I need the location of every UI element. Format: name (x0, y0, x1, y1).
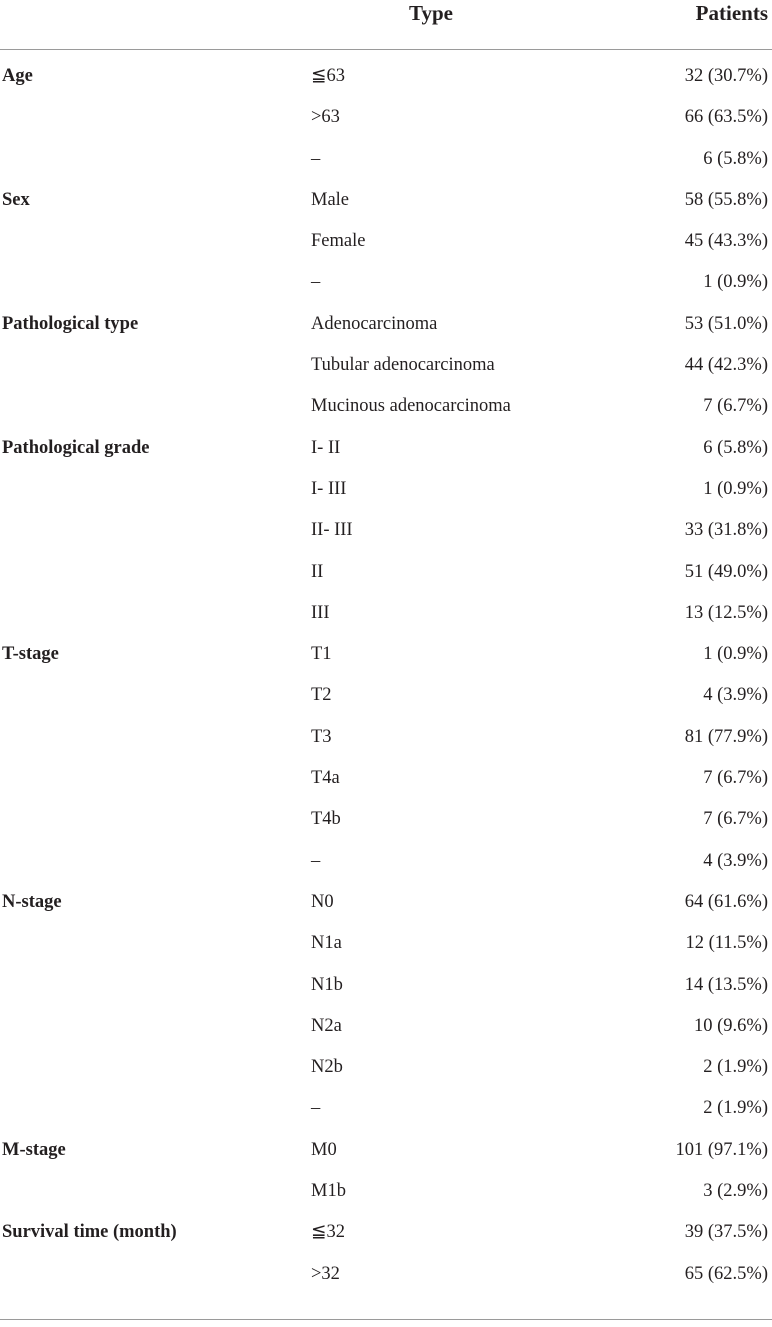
row-type: Male (311, 189, 350, 210)
row-type: M0 (311, 1139, 337, 1160)
row-patients: 51 (49.0%) (684, 561, 768, 582)
table-row (0, 644, 772, 689)
row-type: Adenocarcinoma (311, 313, 438, 334)
table-row (0, 520, 772, 565)
row-type: T4a (311, 768, 340, 789)
row-patients: 4 (3.9%) (703, 850, 768, 871)
table-row (0, 1098, 772, 1143)
table-row (0, 933, 772, 978)
row-patients: 44 (42.3%) (684, 355, 768, 376)
table-header (0, 0, 772, 48)
header-divider (0, 49, 772, 50)
row-patients: 12 (11.5%) (685, 933, 768, 954)
table-row (0, 768, 772, 813)
row-type: T3 (311, 726, 332, 747)
row-patients: 64 (61.6%) (684, 891, 768, 912)
row-type: II (311, 561, 324, 582)
row-category: Pathological grade (2, 437, 150, 458)
table-row (0, 66, 772, 111)
column-header-patients: Patients (695, 1, 768, 25)
table-row (0, 602, 772, 648)
table-row (0, 809, 772, 854)
row-type: M1b (311, 1181, 346, 1202)
row-patients: 7 (6.7%) (703, 809, 768, 830)
row-type: N2a (311, 1015, 342, 1036)
row-patients: 33 (31.8%) (684, 520, 768, 541)
row-type: – (311, 148, 321, 169)
row-patients: 2 (1.9%) (703, 1098, 768, 1119)
row-type: Mucinous adenocarcinoma (311, 396, 511, 417)
row-category: T-stage (2, 644, 59, 665)
table-row (0, 107, 772, 152)
row-type: N1a (311, 933, 342, 954)
table-row (0, 1139, 772, 1185)
row-patients: 45 (43.3%) (684, 231, 768, 252)
row-patients: 81 (77.9%) (684, 726, 768, 747)
row-type: N1b (311, 974, 343, 995)
row-patients: 58 (55.8%) (684, 189, 768, 210)
table-row (0, 561, 772, 607)
table-row (0, 974, 772, 1020)
row-patients: 39 (37.5%) (684, 1222, 768, 1243)
row-category: Survival time (month) (2, 1222, 177, 1243)
table-row (0, 726, 772, 772)
row-patients: 13 (12.5%) (684, 602, 768, 623)
row-patients: 7 (6.7%) (703, 396, 768, 417)
table-row (0, 850, 772, 896)
row-patients: 1 (0.9%) (703, 272, 768, 293)
row-patients: 1 (0.9%) (703, 644, 768, 665)
table-row (0, 1222, 772, 1267)
table-row (0, 1057, 772, 1102)
row-patients: 66 (63.5%) (684, 107, 768, 128)
row-patients: 7 (6.7%) (703, 768, 768, 789)
row-patients: 1 (0.9%) (703, 478, 768, 499)
row-patients: 14 (13.5%) (684, 974, 768, 995)
column-header-type: Type (409, 1, 453, 25)
table-row (0, 1263, 772, 1309)
row-type: >32 (311, 1263, 340, 1284)
row-type: – (311, 1098, 321, 1119)
row-type: – (311, 272, 321, 293)
row-category: Pathological type (2, 313, 139, 334)
row-type: II- III (311, 520, 353, 541)
row-category: Age (2, 66, 33, 86)
row-patients: 10 (9.6%) (694, 1015, 768, 1036)
table-row (0, 685, 772, 730)
row-type: Female (311, 231, 366, 252)
row-patients: 2 (1.9%) (703, 1057, 768, 1078)
table-bottom-rule (0, 1319, 772, 1320)
row-type: T2 (311, 685, 332, 706)
row-category: N-stage (2, 891, 62, 912)
table-body (0, 66, 772, 1309)
row-patients: 101 (97.1%) (675, 1139, 768, 1160)
row-type: – (311, 850, 321, 871)
row-patients: 32 (30.7%) (684, 66, 768, 86)
table-row (0, 189, 772, 235)
row-type: T4b (311, 809, 341, 830)
row-patients: 6 (5.8%) (703, 437, 768, 458)
table-row (0, 891, 772, 937)
row-type: I- III (311, 478, 347, 499)
row-type: III (311, 602, 330, 623)
row-type: I- II (311, 437, 341, 458)
row-type: N2b (311, 1057, 343, 1078)
table-row (0, 437, 772, 483)
row-type: ≦32 (311, 1222, 346, 1243)
table-row (0, 231, 772, 276)
row-category: M-stage (2, 1139, 66, 1160)
row-patients: 4 (3.9%) (703, 685, 768, 706)
row-type: ≦63 (311, 66, 346, 86)
row-patients: 65 (62.5%) (684, 1263, 768, 1284)
row-patients: 3 (2.9%) (703, 1181, 768, 1202)
row-type: Tubular adenocarcinoma (311, 355, 495, 376)
table-row (0, 148, 772, 194)
row-patients: 53 (51.0%) (684, 313, 768, 334)
row-type: >63 (311, 107, 340, 128)
row-patients: 6 (5.8%) (703, 148, 768, 169)
table-row (0, 478, 772, 524)
row-type: T1 (311, 644, 332, 665)
table-row (0, 1015, 772, 1061)
row-type: N0 (311, 891, 334, 912)
row-category: Sex (2, 189, 30, 210)
